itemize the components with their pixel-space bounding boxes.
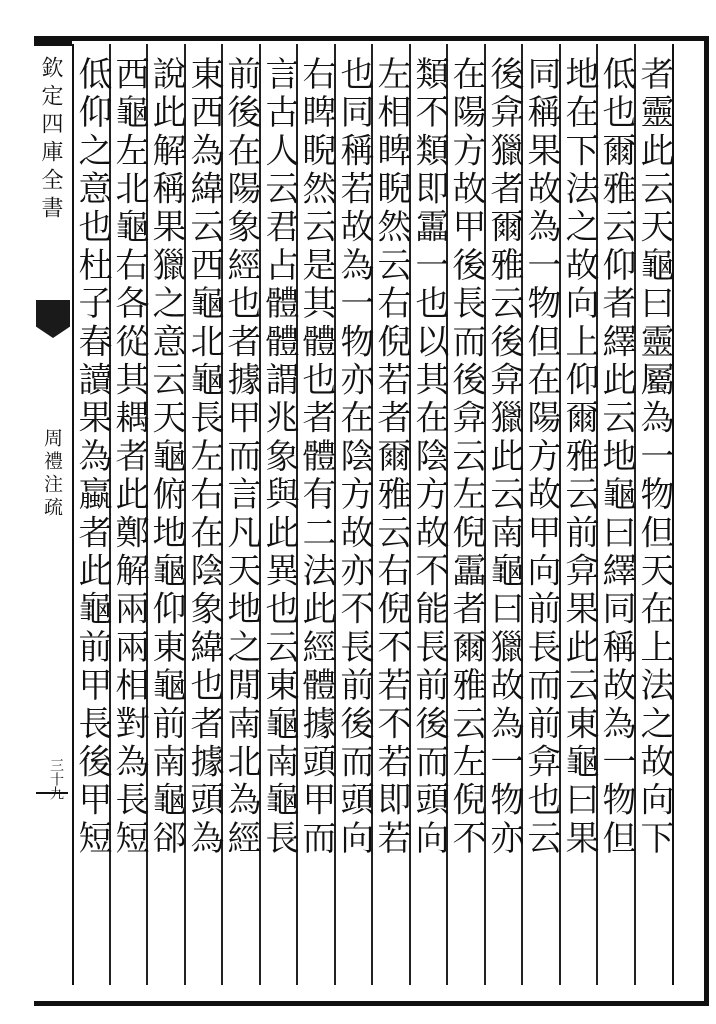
text-column-2: 低也爾雅云仰者繹此云地龜曰繹同稱故為一物但 xyxy=(596,56,636,859)
gutter-top-bar xyxy=(34,36,72,46)
text-column-6: 在陽方故甲後長而後弇云左倪靁者爾雅云左倪不 xyxy=(446,56,486,859)
text-column-7: 類不類即靁一也以其在陰方故不能長前後而頭向 xyxy=(409,56,449,859)
text-column-11: 言古人云君占體體謂兆象與此異也云東龜南龜長 xyxy=(259,56,299,859)
text-column-1: 者靈此云天龜曰靈屬為一物但天在上法之故向下 xyxy=(634,56,674,859)
text-column-16: 低仰之意也杜子春讀果為蠃者此龜前甲長後甲短 xyxy=(72,56,112,859)
text-column-8: 左相睥睨然云右倪若者爾雅云右倪不若不若即若 xyxy=(371,56,411,859)
text-column-12: 前後在陽象經也者據甲而言凡天地之閒南北為經 xyxy=(221,56,261,859)
text-column-3: 地在下法之故向上仰爾雅云前弇果此云東龜曰果 xyxy=(559,56,599,859)
book-title: 欽定四庫全書 xyxy=(38,56,63,224)
text-column-15: 西龜左北龜右各從其耦者此鄭解兩兩相對為長短 xyxy=(109,56,149,859)
text-column-5: 後弇獵者爾雅云後弇獵此云南龜曰獵故為一物亦 xyxy=(484,56,524,859)
text-column-9: 也同稱若故為一物亦在陰方故亦不長前後而頭向 xyxy=(334,56,374,859)
text-column-10: 右睥睨然云是其體也者體有二法此經體據頭甲而 xyxy=(296,56,336,859)
page-number: 三十九 xyxy=(48,758,64,800)
text-column-4: 同稱果故為一物但在陽方故甲向前長而前弇也云 xyxy=(521,56,561,859)
text-column-14: 說此解稱果獵之意云天龜俯地龜仰東龜前南龜郤 xyxy=(146,56,186,859)
section-title: 周禮注疏 xyxy=(41,428,63,520)
text-column-13: 東西為緯云西龜北龜長左右在陰象緯也者據頭為 xyxy=(184,56,224,859)
